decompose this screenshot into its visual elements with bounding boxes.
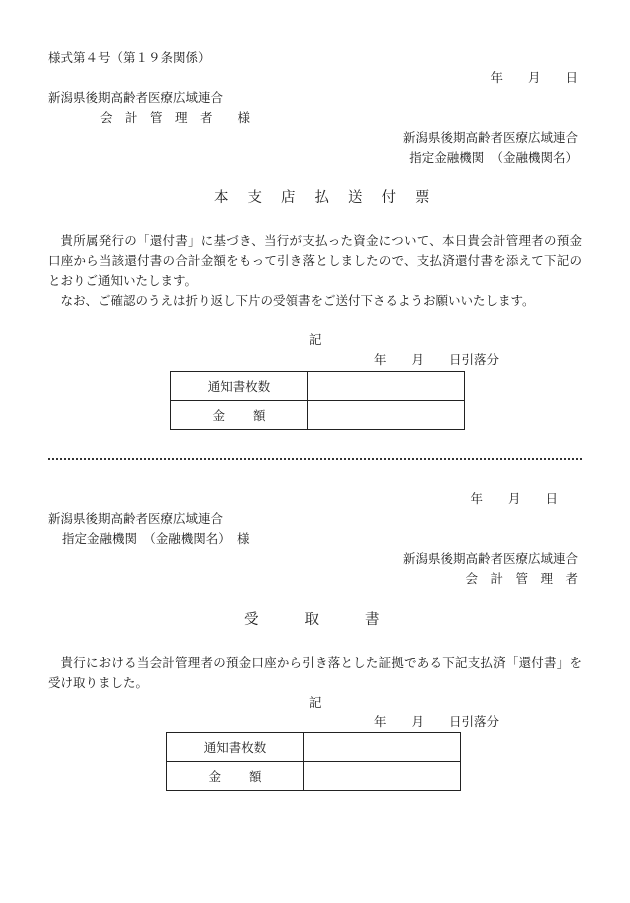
- receipt-sender-title: 会 計 管 理 者: [465, 571, 578, 586]
- notice-amount-label: 金額: [212, 408, 294, 423]
- receipt-sender-org: 新潟県後期高齢者医療広域連合: [402, 551, 578, 566]
- receipt-count-label: 通知書枚数: [167, 733, 304, 762]
- receipt-count-value: [304, 733, 461, 762]
- receipt-table: [166, 732, 461, 791]
- notice-count-label: 通知書枚数: [171, 372, 308, 401]
- notice-amount-value: [308, 401, 465, 430]
- cut-line-divider: [48, 458, 582, 460]
- receipt-title: 受取書: [244, 612, 426, 628]
- notice-sender-bank: 指定金融機関 （金融機関名）: [409, 150, 578, 165]
- receipt-body: 貴行における当会計管理者の預金口座から引き落とした証拠である下記支払済「還付書」を受け取りました。: [48, 655, 582, 690]
- notice-body-1: 貴所属発行の「還付書」に基づき、当行が支払った資金について、本日貴会計管理者の預金口座から当該還付書の合計金額をもって引き落としましたので、支払済還付書を添えて下記のとおりご通知いたします。: [48, 233, 582, 288]
- table-row: [167, 762, 461, 791]
- receipt-date-line: 年 月 日: [470, 491, 558, 506]
- notice-addressee-title: 会 計 管 理 者 様: [100, 110, 251, 125]
- table-row: [171, 372, 465, 401]
- notice-title: 本支店払送付票: [214, 190, 449, 206]
- notice-sender-org: 新潟県後期高齢者医療広域連合: [402, 130, 578, 145]
- notice-body-2: なお、ご確認のうえは折り返し下片の受領書をご送付下さるようお願いいたします。: [60, 293, 535, 308]
- table-row: [167, 733, 461, 762]
- notice-addressee-org: 新潟県後期高齢者医療広域連合: [48, 90, 224, 105]
- notice-date-line: 年 月 日: [490, 70, 578, 85]
- receipt-ki: 記: [309, 695, 322, 710]
- table-row: [171, 401, 465, 430]
- form-number: 様式第４号（第１９条関係）: [48, 50, 211, 65]
- receipt-withdrawal-date: 年 月 日引落分: [374, 714, 500, 729]
- receipt-addressee-org: 新潟県後期高齢者医療広域連合: [48, 511, 224, 526]
- receipt-amount-value: [304, 762, 461, 791]
- notice-table: [170, 371, 465, 430]
- receipt-amount-label: 金額: [208, 769, 290, 784]
- receipt-addressee-bank: 指定金融機関 （金融機関名） 様: [62, 531, 250, 546]
- notice-ki: 記: [309, 332, 322, 347]
- notice-count-value: [308, 372, 465, 401]
- notice-withdrawal-date: 年 月 日引落分: [374, 352, 500, 367]
